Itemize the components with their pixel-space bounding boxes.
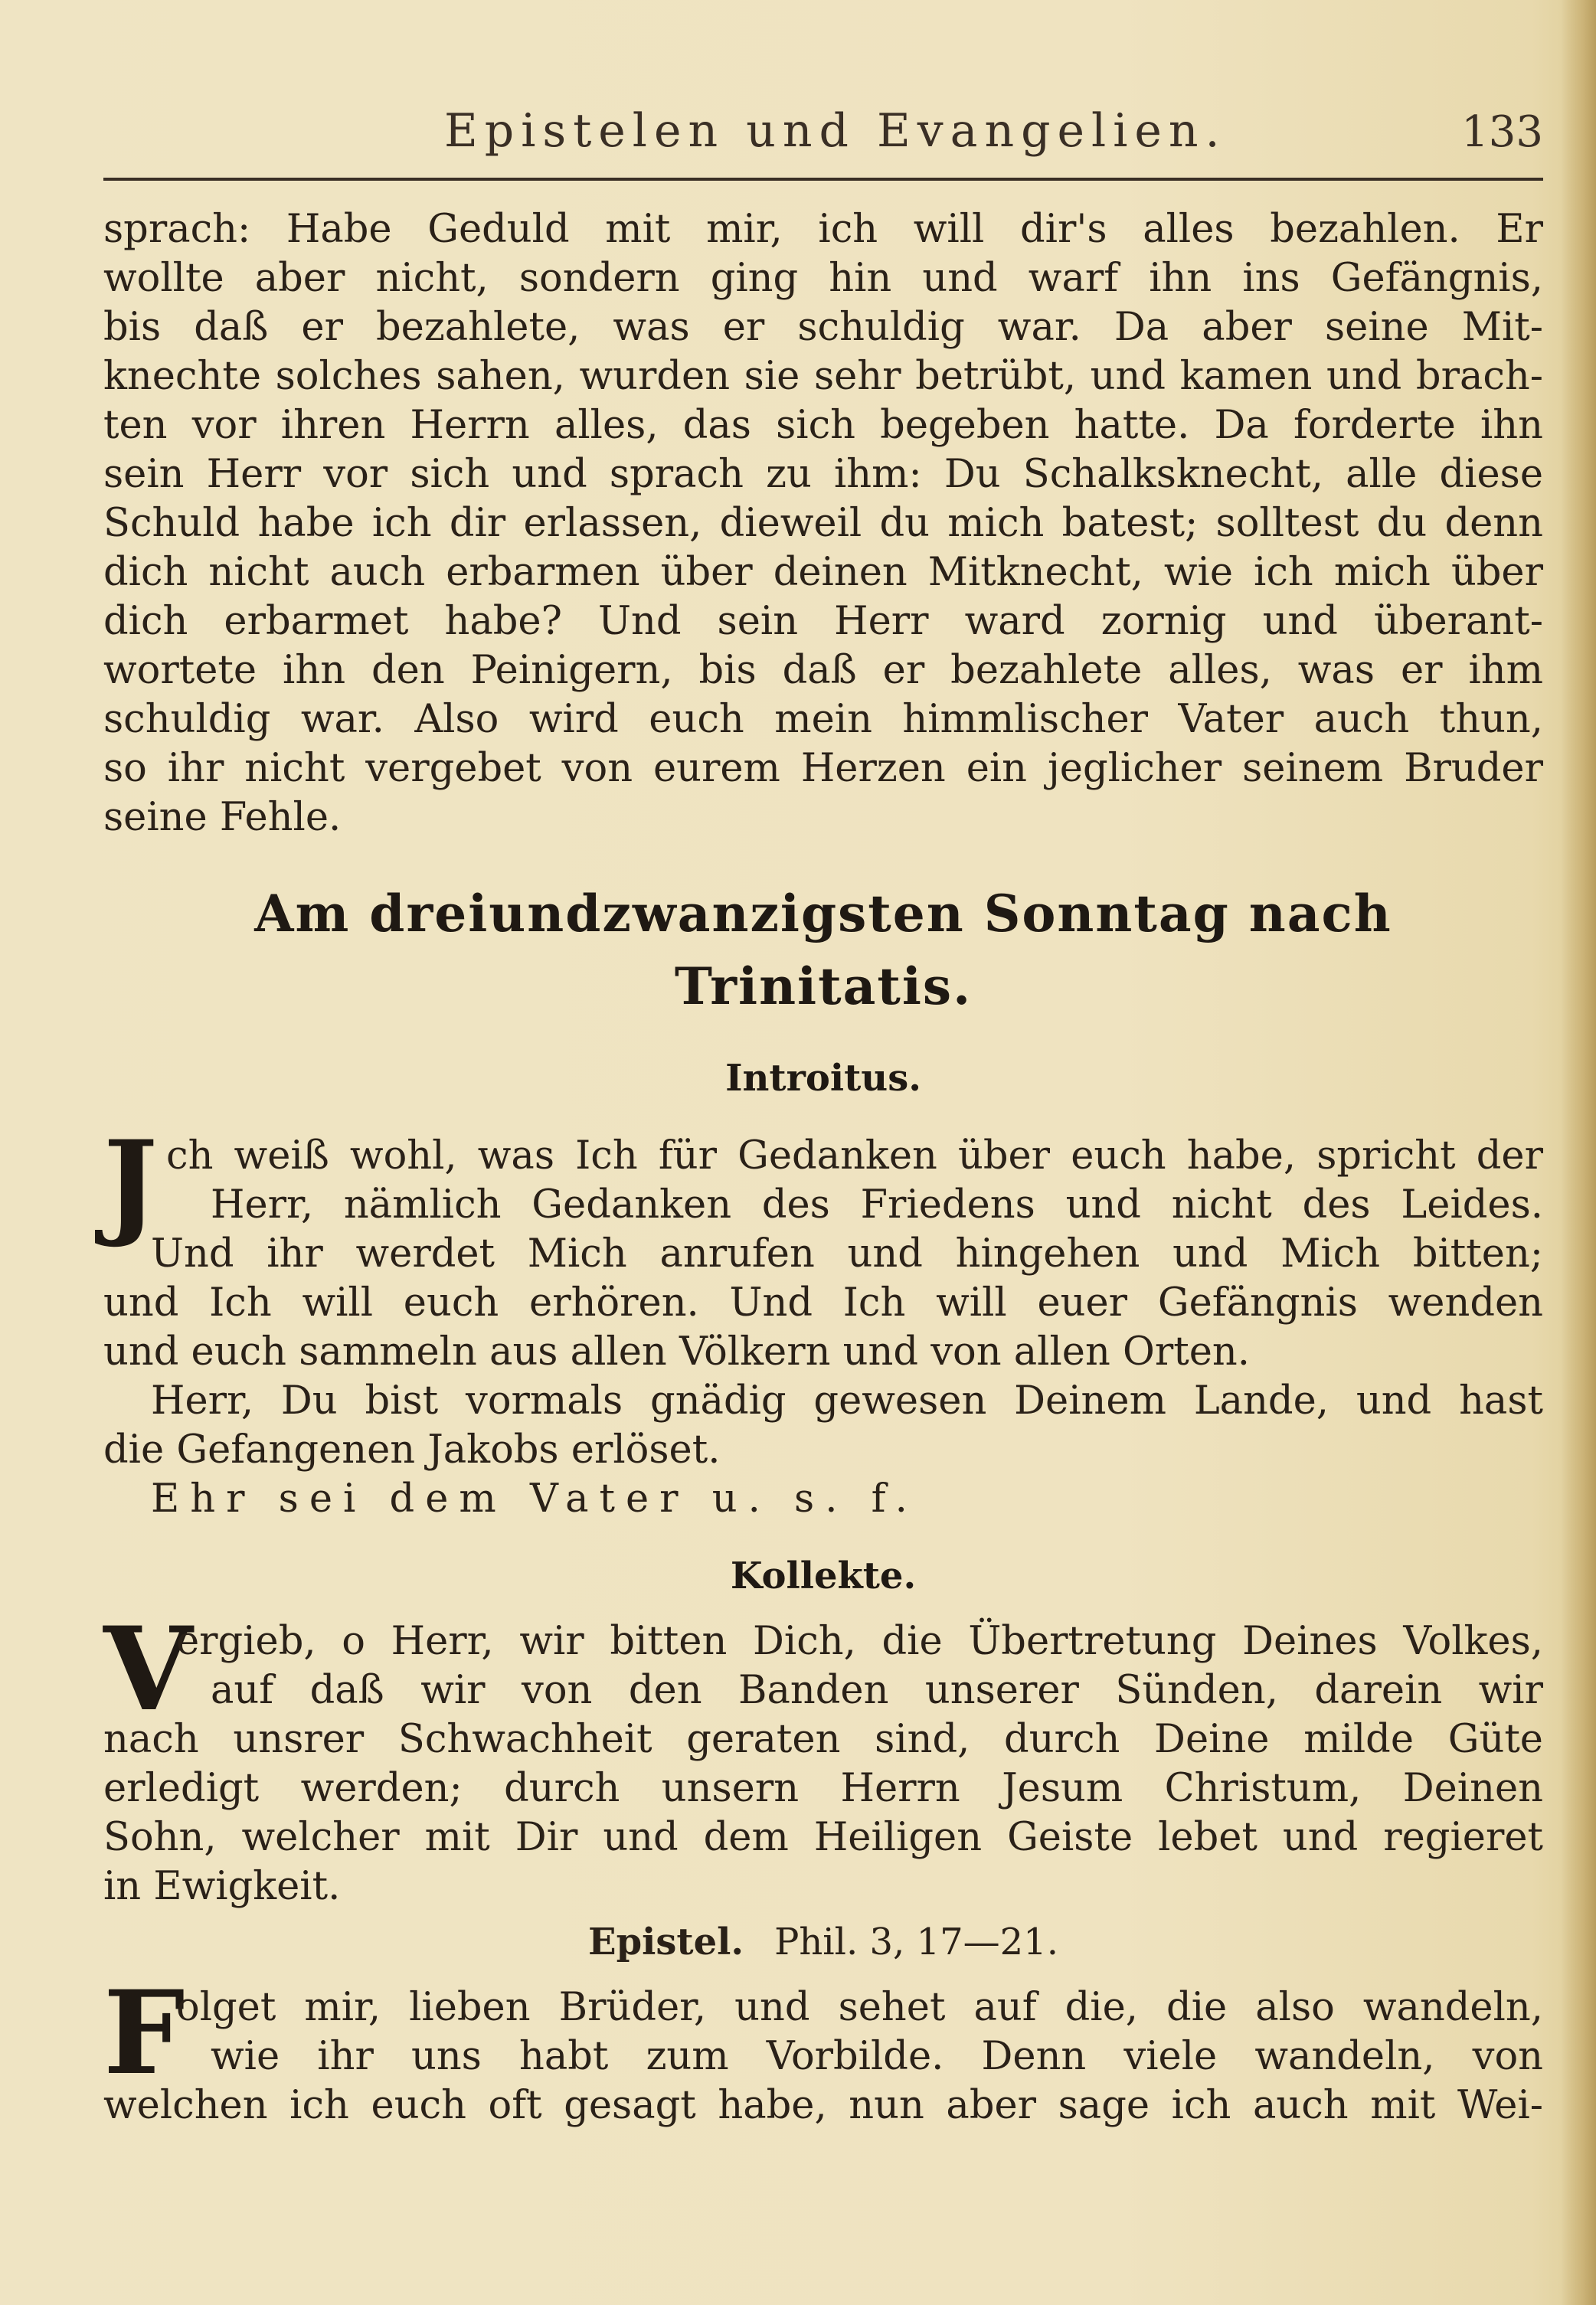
text-line: Sohn, welcher mit Dir und dem Heiligen Geiste lebet und regieret xyxy=(103,1815,1543,1860)
text-line: und euch sammeln aus allen Völkern und von allen Orten. xyxy=(103,1329,1250,1375)
text-line: seine Fehle. xyxy=(103,795,342,840)
text-line: dich nicht auch erbarmen über deinen Mitknecht, wie ich mich über xyxy=(103,550,1543,595)
epistel-reference: Phil. 3, 17—21. xyxy=(774,1921,1058,1963)
text-line: wortete ihn den Peinigern, bis daß er bezahlete alles, was er ihm xyxy=(103,648,1543,693)
epistel-heading: Epistel. xyxy=(588,1921,744,1963)
text-line: dich erbarmet habe? Und sein Herr ward zornig und überant- xyxy=(103,599,1543,644)
epistel-heading-row xyxy=(103,1921,1543,1963)
text-line: Und ihr werdet Mich anrufen und hingehen und Mich bitten; xyxy=(151,1231,1543,1277)
text-line: erledigt werden; durch unsern Herrn Jesum Christum, Deinen xyxy=(103,1766,1543,1811)
text-line: auf daß wir von den Banden unserer Sünden, darein wir xyxy=(211,1668,1543,1713)
text-line: und Ich will euch erhören. Und Ich will euer Gefängnis wenden xyxy=(103,1280,1543,1326)
epistel-dropcap: F xyxy=(103,1966,185,2101)
text-line: welchen ich euch oft gesagt habe, nun aber sage ich auch mit Wei- xyxy=(103,2083,1543,2128)
text-line: Herr, nämlich Gedanken des Friedens und nicht des Leides. xyxy=(211,1182,1543,1228)
page-number: 133 xyxy=(1461,107,1543,157)
text-line: so ihr nicht vergebet von eurem Herzen ein jeglicher seinem Bruder xyxy=(103,746,1543,791)
header-rule xyxy=(103,178,1543,181)
continuation-paragraph xyxy=(103,205,1543,842)
text-line: bis daß er bezahlete, was er schuldig war. Da aber seine Mit- xyxy=(103,305,1543,350)
text-line: wie ihr uns habt zum Vorbilde. Denn viele wandeln, von xyxy=(211,2034,1543,2079)
text-line: wollte aber nicht, sondern ging hin und warf ihn ins Gefängnis, xyxy=(103,256,1543,301)
text-line: sein Herr vor sich und sprach zu ihm: Du Schalksknecht, alle diese xyxy=(103,452,1543,497)
text-line: ch weiß wohl, was Ich für Gedanken über euch habe, spricht der xyxy=(166,1133,1543,1179)
section-title-line-1: Am dreiundzwanzigsten Sonntag nach xyxy=(254,884,1392,943)
introitus-heading: Introitus. xyxy=(725,1057,921,1100)
kollekte-paragraph xyxy=(103,1617,1543,1911)
text-line: schuldig war. Also wird euch mein himmlischer Vater auch thun, xyxy=(103,697,1543,742)
section-title-line-2: Trinitatis. xyxy=(674,956,973,1016)
header-title: Epistelen und Evangelien. xyxy=(444,104,1227,158)
kollekte-heading: Kollekte. xyxy=(730,1555,917,1597)
running-header xyxy=(103,90,1543,167)
page-edge-shadow xyxy=(1561,0,1596,2305)
text-line: knechte solches sahen, wurden sie sehr betrübt, und kamen und brach- xyxy=(103,354,1543,399)
text-line: nach unsrer Schwachheit geraten sind, durch Deine milde Güte xyxy=(103,1717,1543,1762)
text-line: olget mir, lieben Brüder, und sehet auf die, die also wandeln, xyxy=(176,1985,1543,2030)
text-line: Herr, Du bist vormals gnädig gewesen Deinem Lande, und hast xyxy=(151,1378,1543,1424)
epistel-paragraph xyxy=(103,1983,1543,2130)
gloria-patri: Ehr sei dem Vater u. s. f. xyxy=(151,1476,918,1522)
text-line: sprach: Habe Geduld mit mir, ich will dir's alles bezahlen. Er xyxy=(103,207,1543,252)
text-line: die Gefangenen Jakobs erlöset. xyxy=(103,1427,721,1473)
text-line: Schuld habe ich dir erlassen, dieweil du mich batest; solltest du denn xyxy=(103,501,1543,546)
text-line: ten vor ihren Herrn alles, das sich begeben hatte. Da forderte ihn xyxy=(103,403,1543,448)
introitus-paragraph xyxy=(103,1132,1543,1524)
text-line: in Ewigkeit. xyxy=(103,1864,341,1909)
text-line: ergieb, o Herr, wir bitten Dich, die Übertretung Deines Volkes, xyxy=(176,1619,1543,1664)
introitus-dropcap: J xyxy=(103,1116,158,1251)
kollekte-dropcap: V xyxy=(103,1602,193,1737)
